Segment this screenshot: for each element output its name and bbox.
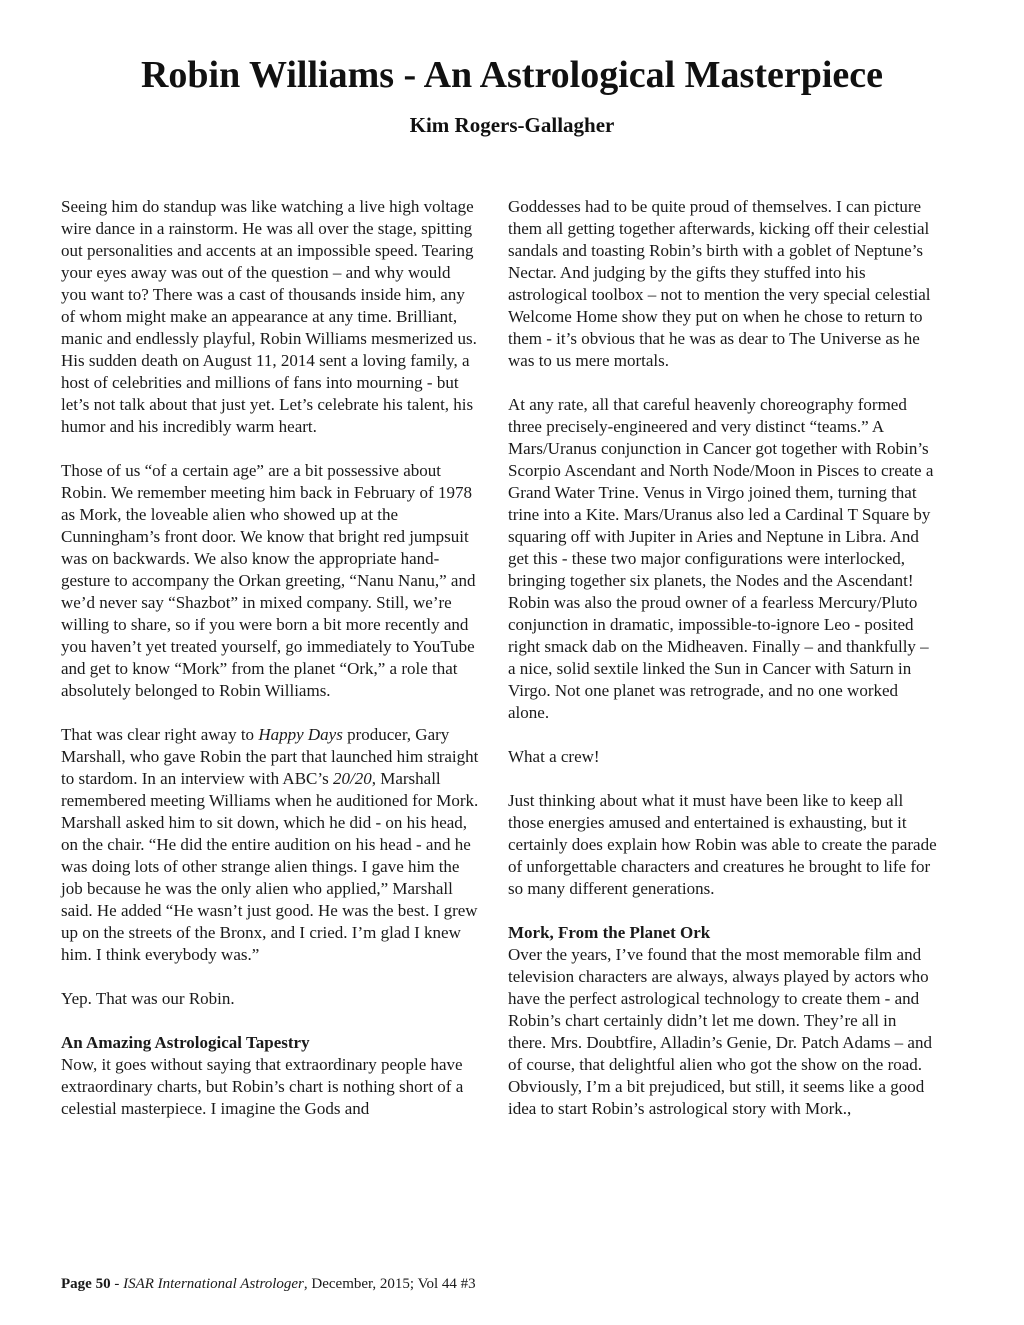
left-column bbox=[61, 196, 479, 1120]
paragraph: Goddesses had to be quite proud of themselves. I can picture them all getting together afterwards, kicking off their celestial sandals and toasting Robin’s birth with a goblet of Neptune’s Nectar. And judging by the gifts they stuffed into his astrological toolbox – not to mention the very special celestial Welcome Home show they put on when he chose to return to them - it’s obvious that he was as dear to The Universe as he was to us mere mortals. bbox=[508, 197, 931, 370]
paragraph-text: That was clear right away to bbox=[61, 725, 259, 744]
footer-separator: - bbox=[110, 1276, 124, 1292]
show-title-italic: Happy Days bbox=[258, 725, 343, 744]
paragraph: Yep. That was our Robin. bbox=[61, 989, 235, 1008]
paragraph: Seeing him do standup was like watching a live high voltage wire dance in a rainstorm. He was all over the stage, spitting out personalities and accents at an impossible speed. Tearing your eyes away was out of the question – and why would you want to? There was a cast of thousands inside him, any of whom might make an appearance at any time. Brilliant, manic and endlessly playful, Robin Williams mesmerized us. His sudden death on August 11, 2014 sent a loving family, a host of celebrities and millions of fans into mourning - but let’s not talk about that just yet. Let’s celebrate his talent, his humor and his incredibly warm heart. bbox=[61, 197, 477, 436]
section-heading: Mork, From the Planet Ork bbox=[508, 923, 711, 942]
paragraph: Over the years, I’ve found that the most memorable film and television characters are always, always played by actors who have the perfect astrological technology to create them - and Robin’s chart certainly didn’t let me down. They’re all in there. Mrs. Doubtfire, Alladin’s Genie, Dr. Patch Adams – and of course, that delightful alien who got the show on the road. Obviously, I’m a bit prejudiced, but still, it seems like a good idea to start Robin’s astrological story with Mork., bbox=[508, 945, 932, 1118]
paragraph-text: producer, Gary Marshall, who gave Robin the part that launched him straight to stardom. In an interview with ABC’s bbox=[61, 725, 479, 788]
section-heading: An Amazing Astrological Tapestry bbox=[61, 1033, 310, 1052]
paragraph: Just thinking about what it must have been like to keep all those energies amused and entertained is exhausting, but it certainly does explain how Robin was able to create the parade of unforgettable characters and creatures he brought to life for so many different generations. bbox=[508, 791, 937, 898]
page-footer bbox=[61, 1274, 476, 1294]
paragraph bbox=[61, 724, 479, 966]
show-title-italic: 20/20 bbox=[332, 769, 372, 788]
paragraph: Those of us “of a certain age” are a bit possessive about Robin. We remember meeting him back in February of 1978 as Mork, the loveable alien who showed up at the Cunningham’s front door. We know that bright red jumpsuit was on backwards. We also know the appropriate hand-gesture to accompany the Orkan greeting, “Nanu Nanu,” and we’d never say “Shazbot” in mixed company. Still, we’re willing to share, so if you were born a bit more recently and you haven’t yet treated yourself, go immediately to YouTube and get to know “Mork” from the planet “Ork,” a role that absolutely belonged to Robin Williams. bbox=[61, 461, 476, 700]
article-title: Robin Williams - An Astrological Masterpiece bbox=[140, 54, 884, 96]
article-author: Kim Rogers-Gallagher bbox=[409, 113, 615, 137]
paragraph-text: , Marshall remembered meeting Williams when he auditioned for Mork. Marshall asked him to sit down, which he did - on his head, on the chair. “He did the entire audition on his head - and he was doing lots of other strange alien things. I gave him the job because he was the only alien who applied,” Marshall said. He added “He wasn’t just good. He was the best. I grew up on the streets of the Bronx, and I cried. I’m glad I knew him. I think everybody was.” bbox=[61, 769, 479, 964]
paragraph: What a crew! bbox=[508, 747, 600, 766]
publication-name: ISAR International Astrologer bbox=[123, 1276, 304, 1292]
paragraph: At any rate, all that careful heavenly choreography formed three precisely-engineered and very distinct “teams.” A Mars/Uranus conjunction in Cancer got together with Robin’s Scorpio Ascendant and North Node/Moon in Pisces to create a Grand Water Trine. Venus in Virgo joined them, turning that trine into a Kite. Mars/Uranus also led a Cardinal T Square by squaring off with Jupiter in Aries and Neptune in Libra. And get this - these two major configurations were interlocked, bringing together six planets, the Nodes and the Ascendant! Robin was also the proud owner of a fearless Mercury/Pluto conjunction in dramatic, impossible-to-ignore Leo - posited right smack dab on the Midheaven. Finally – and thankfully – a nice, solid sextile linked the Sun in Cancer with Saturn in Virgo. Not one planet was retrograde, and no one worked alone. bbox=[508, 395, 934, 722]
issue-info: , December, 2015; Vol 44 #3 bbox=[303, 1276, 476, 1292]
right-column bbox=[508, 196, 938, 1120]
paragraph: Now, it goes without saying that extraordinary people have extraordinary charts, but Robin’s chart is nothing short of a celestial masterpiece. I imagine the Gods and bbox=[61, 1055, 464, 1118]
page-number: Page 50 bbox=[61, 1276, 111, 1292]
